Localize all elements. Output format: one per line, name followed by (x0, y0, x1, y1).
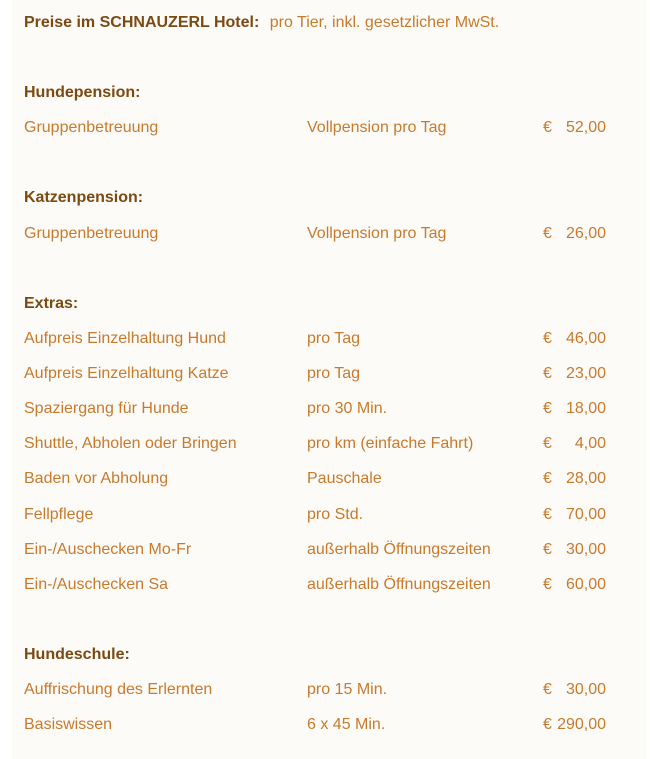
price-item: Basiswissen (24, 716, 113, 733)
price-currency: € (543, 541, 552, 558)
price-row (0, 398, 650, 420)
price-currency: € (543, 470, 552, 487)
price-item: Gruppenbetreuung (24, 119, 159, 136)
price-row (0, 504, 650, 526)
price-currency: € (543, 716, 552, 733)
price-unit: Pauschale (307, 470, 382, 487)
price-amount: 60,00 (565, 576, 606, 593)
price-row (0, 539, 650, 561)
price-row (0, 117, 650, 139)
price-currency: € (543, 119, 552, 136)
price-item: Gruppenbetreuung (24, 225, 159, 242)
price-currency: € (543, 435, 552, 452)
price-currency: € (543, 506, 552, 523)
price-amount: 70,00 (565, 506, 606, 523)
price-unit: Vollpension pro Tag (307, 225, 447, 242)
section-heading-katzenpension: Katzenpension: (24, 189, 144, 206)
price-unit: pro km (einfache Fahrt) (307, 435, 474, 452)
price-currency: € (543, 400, 552, 417)
price-row (0, 223, 650, 245)
price-currency: € (543, 365, 552, 382)
price-unit: pro 30 Min. (307, 400, 388, 417)
price-item: Shuttle, Abholen oder Bringen (24, 435, 237, 452)
price-item: Aufpreis Einzelhaltung Katze (24, 365, 229, 382)
section-heading-hundeschule: Hundeschule: (24, 646, 130, 663)
price-item: Auffrischung des Erlernten (24, 681, 213, 698)
price-amount: 26,00 (565, 225, 606, 242)
price-unit: 6 x 45 Min. (307, 716, 386, 733)
price-row (0, 679, 650, 701)
price-amount: 30,00 (565, 541, 606, 558)
price-amount: 30,00 (565, 681, 606, 698)
price-unit: Vollpension pro Tag (307, 119, 447, 136)
price-currency: € (543, 330, 552, 347)
price-item: Spaziergang für Hunde (24, 400, 189, 417)
price-item: Fellpflege (24, 506, 94, 523)
price-item: Baden vor Abholung (24, 470, 169, 487)
price-amount: 23,00 (565, 365, 606, 382)
price-list-intro (24, 12, 499, 34)
price-amount: 4,00 (574, 435, 606, 452)
price-item: Aufpreis Einzelhaltung Hund (24, 330, 226, 347)
price-row (0, 714, 650, 736)
price-unit: pro 15 Min. (307, 681, 388, 698)
price-row (0, 468, 650, 490)
section-heading-extras: Extras: (24, 295, 79, 312)
price-item: Ein-/Auschecken Sa (24, 576, 169, 593)
price-amount: 52,00 (565, 119, 606, 136)
price-amount: 46,00 (565, 330, 606, 347)
price-unit: pro Tag (307, 365, 361, 382)
price-currency: € (543, 576, 552, 593)
price-unit: außerhalb Öffnungszeiten (307, 576, 491, 593)
price-item: Ein-/Auschecken Mo-Fr (24, 541, 192, 558)
price-row (0, 363, 650, 385)
price-amount: 290,00 (557, 716, 606, 733)
section-heading-hundepension: Hundepension: (24, 84, 141, 101)
price-unit: pro Tag (307, 330, 361, 347)
price-row (0, 328, 650, 350)
price-row (0, 433, 650, 455)
price-row (0, 574, 650, 596)
price-list-note: pro Tier, inkl. gesetzlicher MwSt. (269, 14, 500, 31)
price-amount: 18,00 (565, 400, 606, 417)
price-unit: pro Std. (307, 506, 364, 523)
price-amount: 28,00 (565, 470, 606, 487)
price-unit: außerhalb Öffnungszeiten (307, 541, 491, 558)
price-currency: € (543, 225, 552, 242)
price-list-title: Preise im SCHNAUZERL Hotel: (24, 14, 260, 31)
price-currency: € (543, 681, 552, 698)
